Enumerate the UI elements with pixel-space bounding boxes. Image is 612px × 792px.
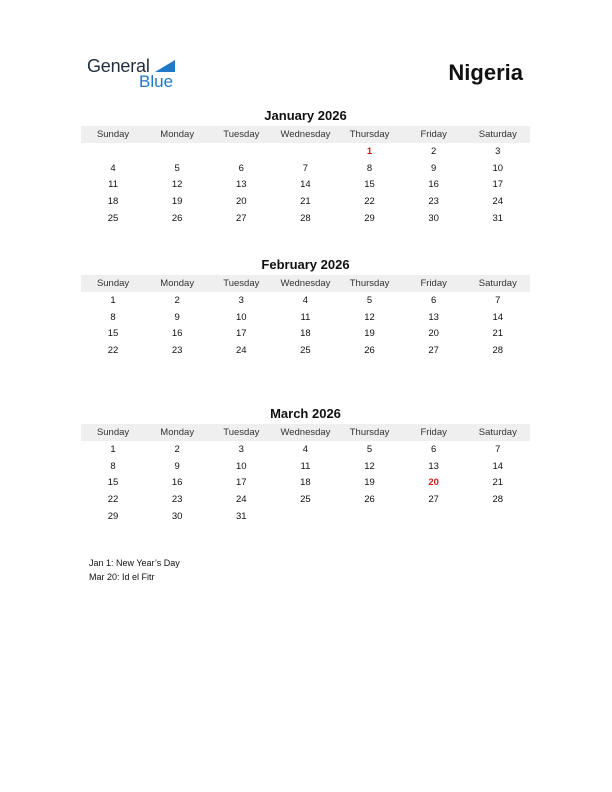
- weekday-label: Saturday: [478, 129, 517, 140]
- day-cell: 25: [107, 212, 119, 224]
- day-cell: 28: [492, 493, 504, 505]
- weekday-label: Thursday: [349, 278, 390, 289]
- day-cell: 28: [492, 344, 504, 356]
- country-title: Nigeria: [448, 60, 523, 85]
- day-cell: 22: [107, 493, 119, 505]
- week-row: [81, 474, 530, 491]
- day-cell: 25: [300, 493, 311, 505]
- day-cell: 16: [428, 179, 439, 191]
- month-calendar: [81, 107, 530, 226]
- weekday-label: Thursday: [349, 427, 390, 438]
- weekday-label: Thursday: [349, 129, 390, 140]
- weekday-label: Saturday: [478, 278, 517, 289]
- day-cell: 30: [428, 212, 439, 224]
- day-cell: 9: [174, 460, 180, 472]
- day-cell: 11: [300, 311, 311, 323]
- day-cell: 31: [236, 510, 247, 522]
- holiday-note: Jan 1: New Year’s Day: [89, 558, 180, 568]
- day-cell: 15: [107, 328, 119, 340]
- weekday-label: Wednesday: [280, 129, 331, 140]
- logo-triangle-icon: [155, 60, 175, 72]
- day-cell: 24: [236, 493, 247, 505]
- day-cell: 1: [110, 443, 116, 455]
- day-cell: 18: [300, 328, 311, 340]
- week-row: [81, 491, 530, 508]
- day-cell: 20: [428, 328, 439, 340]
- day-cell: 22: [107, 344, 119, 356]
- weekday-label: Monday: [160, 129, 195, 140]
- day-cell: 27: [428, 493, 439, 505]
- day-cell: 21: [492, 328, 504, 340]
- day-cell: 22: [364, 195, 375, 207]
- day-cell: 21: [492, 477, 504, 489]
- day-cell: 7: [495, 443, 501, 455]
- day-cell: 21: [300, 195, 311, 207]
- day-cell: 4: [110, 162, 116, 174]
- logo: [87, 56, 187, 92]
- day-cell: 11: [300, 460, 311, 472]
- day-cell: 3: [238, 443, 244, 455]
- day-cell: 31: [492, 212, 504, 224]
- day-cell: 20: [236, 195, 247, 207]
- month-title: February 2026: [261, 257, 350, 272]
- day-cell: 13: [428, 311, 439, 323]
- logo-text-blue: Blue: [139, 72, 174, 91]
- day-cell: 17: [236, 328, 247, 340]
- weekday-label: Sunday: [96, 427, 130, 438]
- week-row: [81, 325, 530, 342]
- weekday-label: Wednesday: [280, 278, 331, 289]
- day-cell: 27: [428, 344, 439, 356]
- week-row: [81, 342, 530, 359]
- day-cell: 11: [108, 179, 118, 191]
- day-cell: 4: [302, 294, 309, 306]
- week-row: [81, 160, 530, 177]
- logo-text-general: General: [87, 56, 150, 76]
- day-cell: 5: [174, 162, 180, 174]
- day-cell: 3: [495, 145, 501, 157]
- week-row: [81, 458, 530, 475]
- month-calendar: [81, 256, 530, 359]
- week-row: [81, 508, 530, 525]
- day-cell: 6: [431, 443, 437, 455]
- weekday-label: Sunday: [96, 278, 130, 289]
- weekday-label: Monday: [160, 278, 195, 289]
- day-cell: 16: [171, 477, 183, 489]
- holiday-day-cell: 1: [366, 145, 373, 157]
- weekday-label: Tuesday: [223, 278, 260, 289]
- day-cell: 17: [236, 477, 247, 489]
- day-cell: 5: [366, 294, 373, 306]
- day-cell: 10: [236, 311, 247, 323]
- day-cell: 28: [300, 212, 311, 224]
- week-row: [81, 143, 530, 160]
- weekday-header: [81, 275, 530, 292]
- day-cell: 14: [492, 311, 504, 323]
- holiday-note: Mar 20: Id el Fitr: [89, 572, 155, 582]
- day-cell: 13: [428, 460, 439, 472]
- day-cell: 23: [171, 493, 183, 505]
- day-cell: 14: [492, 460, 504, 472]
- day-cell: 9: [174, 311, 180, 323]
- day-cell: 16: [171, 328, 183, 340]
- day-cell: 8: [366, 162, 373, 174]
- day-cell: 14: [300, 179, 311, 191]
- day-cell: 8: [110, 311, 116, 323]
- week-row: [81, 441, 530, 458]
- day-cell: 18: [300, 477, 311, 489]
- weekday-label: Tuesday: [223, 129, 260, 140]
- week-row: [81, 193, 530, 210]
- day-cell: 24: [492, 195, 504, 207]
- day-cell: 26: [364, 344, 375, 356]
- day-cell: 7: [302, 162, 309, 174]
- day-cell: 23: [428, 195, 439, 207]
- weekday-header: [81, 126, 530, 143]
- day-cell: 29: [107, 510, 119, 522]
- day-cell: 19: [364, 477, 375, 489]
- day-cell: 2: [174, 443, 180, 455]
- weekday-header: [81, 424, 530, 441]
- day-cell: 17: [492, 179, 504, 191]
- day-cell: 19: [171, 195, 183, 207]
- day-cell: 26: [364, 493, 375, 505]
- day-cell: 30: [171, 510, 183, 522]
- week-row: [81, 176, 530, 193]
- day-cell: 2: [174, 294, 180, 306]
- day-cell: 19: [364, 328, 375, 340]
- day-cell: 15: [364, 179, 375, 191]
- week-row: [81, 210, 530, 227]
- weekday-label: Friday: [420, 129, 447, 140]
- day-cell: 10: [236, 460, 247, 472]
- weekday-label: Friday: [420, 427, 447, 438]
- day-cell: 7: [495, 294, 501, 306]
- day-cell: 27: [236, 212, 247, 224]
- day-cell: 9: [431, 162, 437, 174]
- weekday-label: Monday: [160, 427, 195, 438]
- day-cell: 24: [236, 344, 247, 356]
- weekday-label: Wednesday: [280, 427, 331, 438]
- month-title: January 2026: [264, 108, 347, 123]
- day-cell: 26: [171, 212, 183, 224]
- day-cell: 4: [302, 443, 309, 455]
- day-cell: 13: [236, 179, 247, 191]
- day-cell: 10: [492, 162, 504, 174]
- day-cell: 12: [364, 311, 375, 323]
- month-calendar: [81, 405, 530, 524]
- weekday-label: Tuesday: [223, 427, 260, 438]
- day-cell: 25: [300, 344, 311, 356]
- day-cell: 2: [431, 145, 437, 157]
- day-cell: 1: [110, 294, 116, 306]
- day-cell: 15: [107, 477, 119, 489]
- day-cell: 18: [107, 195, 119, 207]
- month-title: March 2026: [270, 406, 341, 421]
- weekday-label: Friday: [420, 278, 447, 289]
- holiday-notes: [89, 556, 180, 584]
- weekday-label: Saturday: [478, 427, 517, 438]
- day-cell: 12: [171, 179, 183, 191]
- day-cell: 12: [364, 460, 375, 472]
- week-row: [81, 292, 530, 309]
- day-cell: 8: [110, 460, 116, 472]
- weekday-label: Sunday: [96, 129, 130, 140]
- day-cell: 3: [238, 294, 244, 306]
- day-cell: 23: [171, 344, 183, 356]
- day-cell: 29: [364, 212, 375, 224]
- day-cell: 5: [366, 443, 373, 455]
- week-row: [81, 309, 530, 326]
- day-cell: 6: [431, 294, 437, 306]
- day-cell: 6: [238, 162, 244, 174]
- holiday-day-cell: 20: [428, 477, 439, 489]
